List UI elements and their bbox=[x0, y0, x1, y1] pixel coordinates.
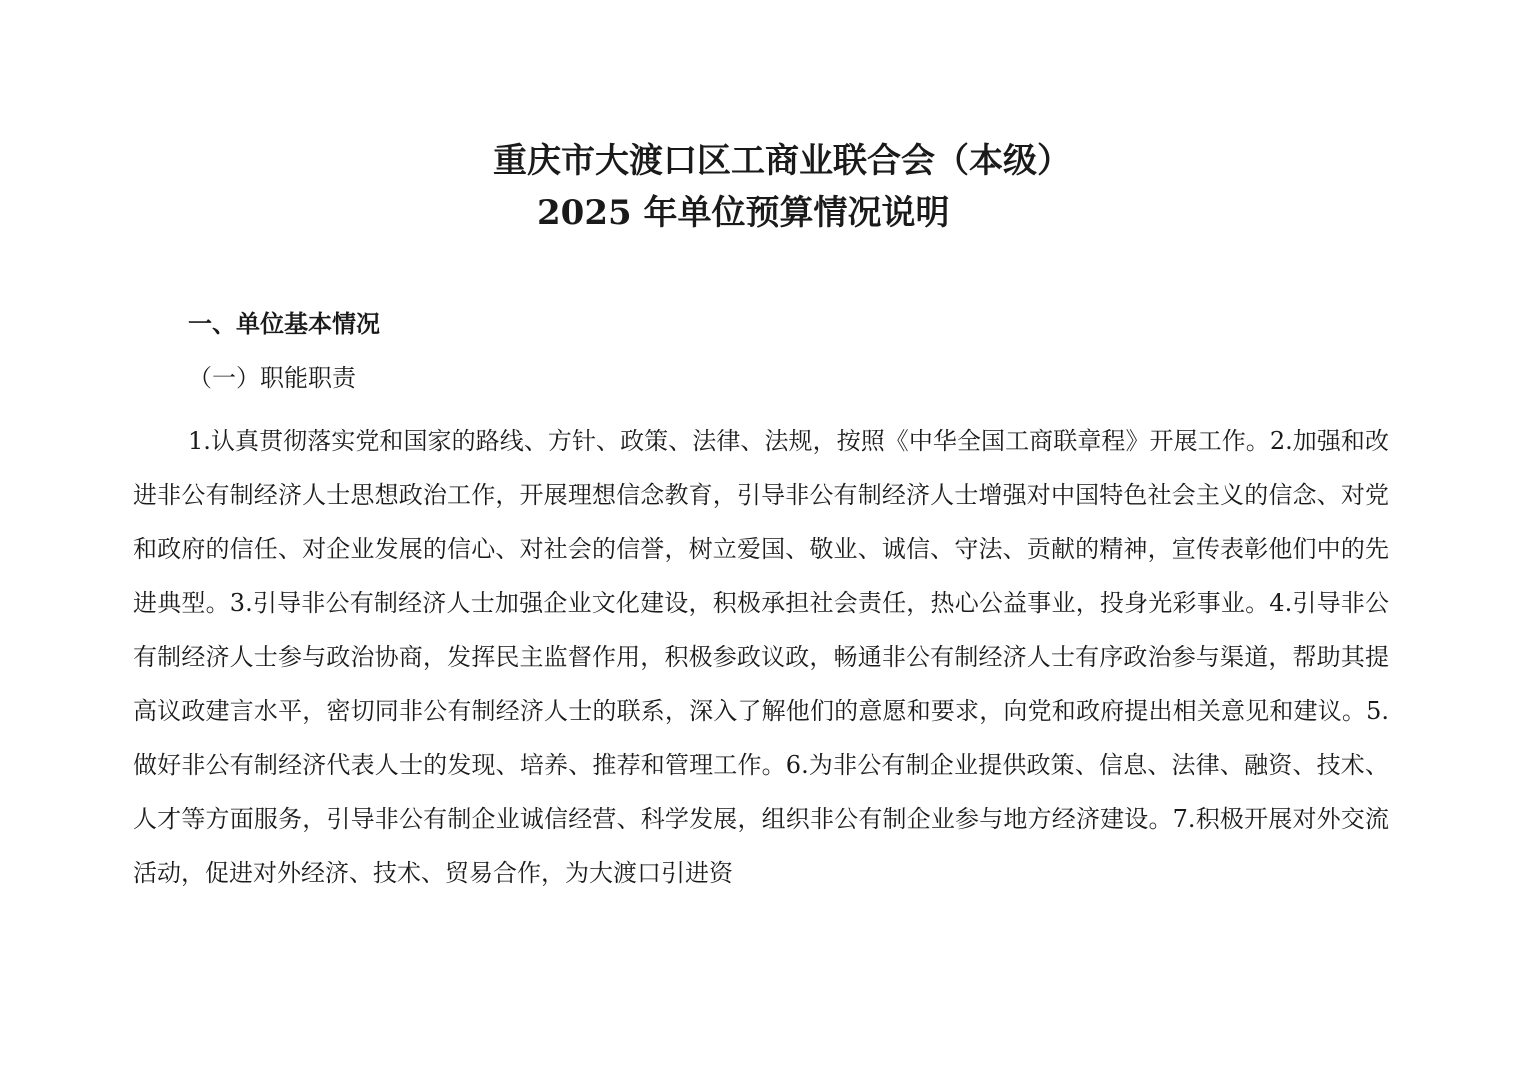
body-paragraph: 1.认真贯彻落实党和国家的路线、方针、政策、法律、法规，按照《中华全国工商联章程》开展工作。2.加强和改进非公有制经济人士思想政治工作，开展理想信念教育，引导非公有制经济人士增强对中国特色社会主义的信念、对党和政府的信任、对企业发展的信心、对社会的信誉，树立爱国、敬业、诚信、守法、贡献的精神，宣传表彰他们中的先进典型。3.引导非公有制经济人士加强企业文化建设，积极承担社会责任，热心公益事业，投身光彩事业。4.引导非公有制经济人士参与政治协商，发挥民主监督作用，积极参政议政，畅通非公有制经济人士有序政治参与渠道，帮助其提高议政建言水平，密切同非公有制经济人士的联系，深入了解他们的意愿和要求，向党和政府提出相关意见和建议。5.做好非公有制经济代表人士的发现、培养、推荐和管理工作。6.为非公有制企业提供政策、信息、法律、融资、技术、人才等方面服务，引导非公有制企业诚信经营、科学发展，组织非公有制企业参与地方经济建设。7.积极开展对外交流活动，促进对外经济、技术、贸易合作，为大渡口引进资 bbox=[133, 427, 1389, 887]
section-heading: 一、单位基本情况 bbox=[188, 310, 380, 338]
document-title-line-1: 重庆市大渡口区工商业联合会（本级） bbox=[493, 141, 1071, 181]
document-title-line-2: 2025 年单位预算情况说明 bbox=[537, 193, 950, 233]
subsection-heading: （一）职能职责 bbox=[188, 364, 356, 392]
